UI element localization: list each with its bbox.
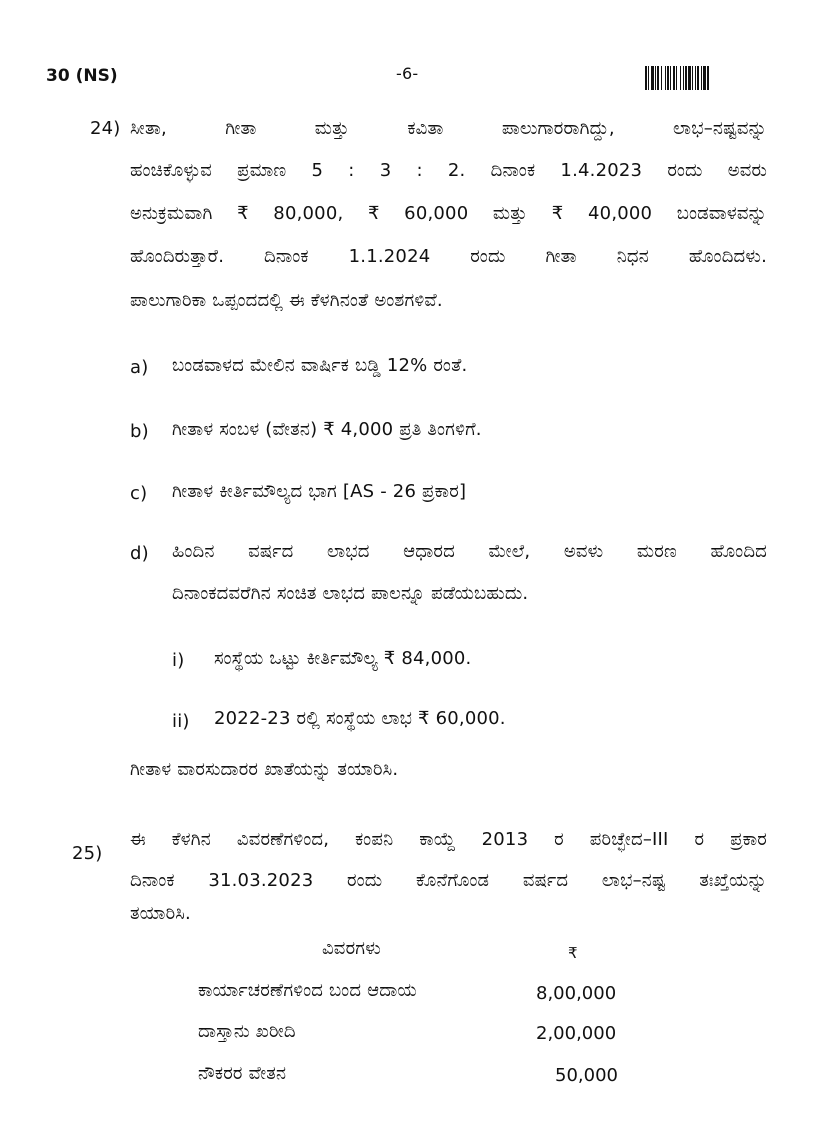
item-a-text: ಬಂಡವಾಳದ ಮೇಲಿನ ವಾರ್ಷಿಕ ಬಡ್ಡಿ 12% ರಂತೆ. [172, 355, 468, 376]
table-row-2-amount: 2,00,000 [536, 1023, 617, 1044]
barcode [645, 66, 763, 90]
item-a-label: a) [130, 357, 149, 378]
q25-line-3: ತಯಾರಿಸಿ. [130, 903, 191, 924]
item-b-label: b) [130, 421, 149, 442]
question-24-number: 24) [90, 118, 121, 139]
item-d-text: ಹಿಂದಿನ ವರ್ಷದ ಲಾಭದ ಆಧಾರದ ಮೇಲೆ, ಅವಳು ಮರಣ ಹೊಂದಿದ [172, 541, 767, 562]
q24-line-1: ಸೀತಾ, ಗೀತಾ ಮತ್ತು ಕವಿತಾ ಪಾಲುಗಾರರಾಗಿದ್ದು, ಲಾಭ–ನಷ್ಟವನ್ನು [130, 118, 767, 139]
subitem-ii-text: 2022-23 ರಲ್ಲಿ ಸಂಸ್ಥೆಯ ಲಾಭ ₹ 60,000. [214, 708, 506, 729]
page-number: -6- [396, 64, 419, 83]
table-row-3-particular: ನೌಕರರ ವೇತನ [198, 1063, 287, 1084]
barcode-bar [707, 66, 709, 90]
item-c-text: ಗೀತಾಳ ಕೀರ್ತಿಮೌಲ್ಯದ ಭಾಗ [AS - 26 ಪ್ರಕಾರ] [172, 481, 467, 502]
table-row-3-amount: 50,000 [555, 1065, 618, 1086]
table-row-1-particular: ಕಾರ್ಯಾಚರಣೆಗಳಿಂದ ಬಂದ ಆದಾಯ [198, 980, 417, 1001]
item-b-text: ಗೀತಾಳ ಸಂಬಳ (ವೇತನ) ₹ 4,000 ಪ್ರತಿ ತಿಂಗಳಿಗೆ. [172, 419, 482, 440]
item-c-label: c) [130, 483, 148, 504]
table-row-2-particular: ದಾಸ್ತಾನು ಖರೀದಿ [198, 1021, 296, 1042]
subitem-ii-label: ii) [172, 711, 190, 732]
q24-line-3: ಅನುಕ್ರಮವಾಗಿ ₹ 80,000, ₹ 60,000 ಮತ್ತು ₹ 40,000 ಬಂಡವಾಳವನ್ನು [130, 203, 767, 224]
q24-line-5: ಪಾಲುಗಾರಿಕಾ ಒಪ್ಪಂದದಲ್ಲಿ ಈ ಕೆಳಗಿನಂತೆ ಅಂಶಗಳಿವೆ. [130, 290, 443, 311]
q25-line-1: ಈ ಕೆಳಗಿನ ವಿವರಣೆಗಳಿಂದ, ಕಂಪನಿ ಕಾಯ್ದೆ 2013 ರ ಪರಿಚ್ಛೇದ–III ರ ಪ್ರಕಾರ [130, 829, 767, 850]
subitem-i-text: ಸಂಸ್ಥೆಯ ಒಟ್ಟು ಕೀರ್ತಿಮೌಲ್ಯ ₹ 84,000. [214, 648, 472, 669]
q24-closing: ಗೀತಾಳ ವಾರಸುದಾರರ ಖಾತೆಯನ್ನು ತಯಾರಿಸಿ. [130, 759, 399, 780]
q24-line-4: ಹೊಂದಿರುತ್ತಾರೆ. ದಿನಾಂಕ 1.1.2024 ರಂದು ಗೀತಾ ನಿಧನ ಹೊಂದಿದಳು. [130, 246, 767, 267]
table-row-1-amount: 8,00,000 [536, 983, 617, 1004]
q25-line-2: ದಿನಾಂಕ 31.03.2023 ರಂದು ಕೊನೆಗೊಂಡ ವರ್ಷದ ಲಾಭ–ನಷ್ಟ ತಃಖ್ತೆಯನ್ನು [130, 870, 767, 891]
question-25-number: 25) [72, 843, 103, 864]
item-d-label: d) [130, 543, 149, 564]
paper-code: 30 (NS) [46, 66, 118, 86]
subitem-i-label: i) [172, 650, 185, 671]
table-header-amount: ₹ [568, 944, 578, 962]
item-d-text-continued: ದಿನಾಂಕದವರೆಗಿನ ಸಂಚಿತ ಲಾಭದ ಪಾಲನ್ನೂ ಪಡೆಯಬಹುದು. [172, 583, 529, 604]
table-header-particulars: ವಿವರಗಳು [322, 938, 381, 959]
q24-line-2: ಹಂಚಿಕೊಳ್ಳುವ ಪ್ರಮಾಣ 5 : 3 : 2. ದಿನಾಂಕ 1.4.2023 ರಂದು ಅವರು [130, 160, 767, 181]
